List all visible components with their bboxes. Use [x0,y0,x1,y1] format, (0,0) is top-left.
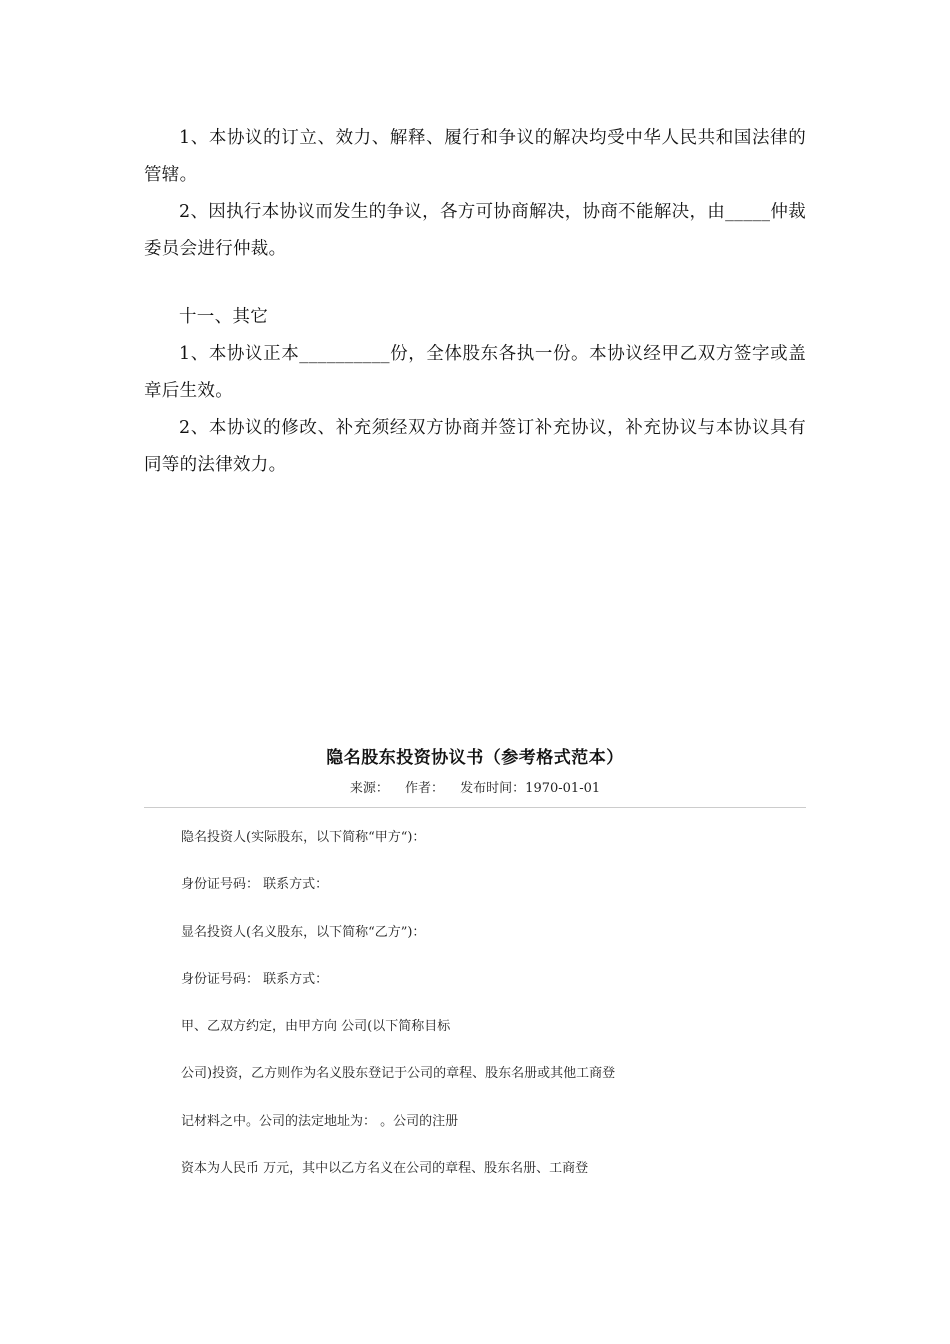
author-label: 作者： [405,781,445,796]
article-meta [144,776,806,802]
article-line: 身份证号码： 联系方式： [181,877,329,893]
article-line: 隐名投资人(实际股东，以下简称“甲方“)： [181,830,426,845]
article-line: 显名投资人(名义股东，以下简称“乙方”)： [181,924,426,940]
publish-date: 发布时间：1970-01-01 [460,781,601,796]
section-heading-other: 十一、其它 [179,307,268,327]
paragraph-governing-law: 1、本协议的订立、效力、解释、履行和争议的解决均受中华人民共和国法律的管辖。 [144,128,806,185]
article-line: 资本为人民币 万元，其中以乙方名义在公司的章程、股东名册、工商登 [181,1161,589,1177]
article [144,742,806,1192]
article-line: 甲、乙双方约定，由甲方向 公司(以下简称目标 [181,1019,451,1035]
article-line: 公司)投资，乙方则作为名义股东登记于公司的章程、股东名册或其他工商登 [181,1066,616,1082]
spacer [144,268,806,299]
article-line: 身份证号码： 联系方式： [181,971,329,987]
paragraph-copies: 1、本协议正本__________份，全体股东各执一份。本协议经甲乙双方签字或盖章后生效。 [144,344,806,401]
paragraph-amendment: 2、本协议的修改、补充须经双方协商并签订补充协议，补充协议与本协议具有同等的法律效力。 [144,418,806,475]
article-body [144,814,806,1192]
source-label: 来源： [349,781,389,796]
article-title: 隐名股东投资协议书（参考格式范本） [326,748,624,768]
divider [144,807,806,808]
article-line: 记材料之中。公司的法定地址为： 。公司的注册 [181,1113,459,1129]
paragraph-dispute-arbitration: 2、因执行本协议而发生的争议，各方可协商解决，协商不能解决，由_____仲裁委员会进行仲裁。 [144,202,806,259]
previous-page-section [144,120,806,484]
